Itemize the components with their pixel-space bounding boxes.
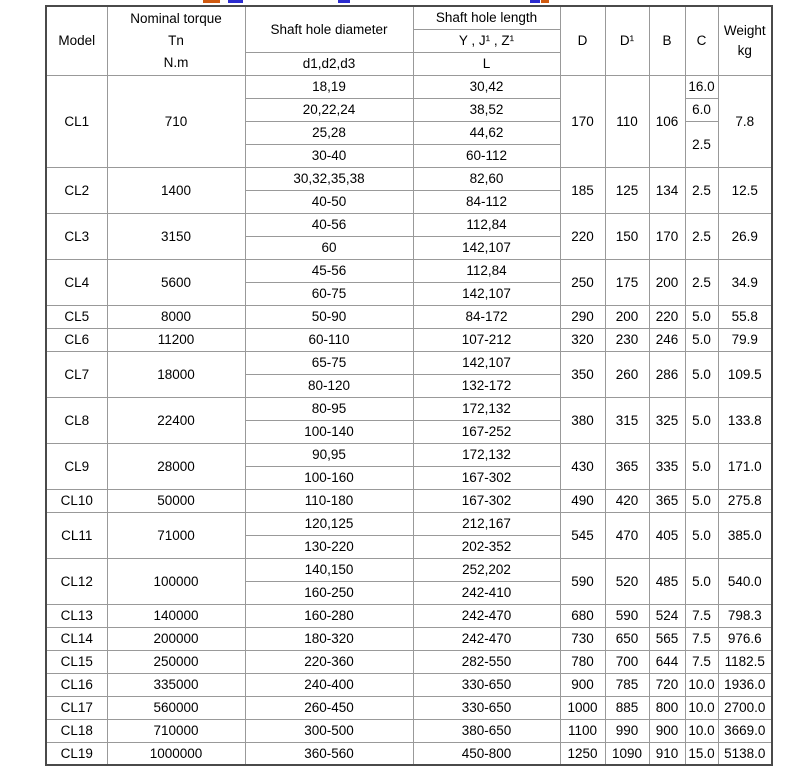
diameter-cell: 300-500	[245, 719, 413, 742]
diameter-cell: 360-560	[245, 742, 413, 765]
B-cell: 325	[649, 397, 685, 443]
D1-cell: 520	[605, 558, 649, 604]
torque-cell: 140000	[107, 604, 245, 627]
weight-cell: 26.9	[718, 213, 772, 259]
B-cell: 220	[649, 305, 685, 328]
table-row	[46, 397, 772, 420]
header-weight-line1: Weight	[723, 22, 766, 38]
D1-cell: 1090	[605, 742, 649, 765]
diameter-cell: 65-75	[245, 351, 413, 374]
D-cell: 290	[560, 305, 605, 328]
length-cell: 142,107	[413, 236, 560, 259]
C-cell: 2.5	[685, 213, 718, 259]
header-length-sub: Y , J¹ , Z¹	[413, 29, 560, 52]
torque-cell: 18000	[107, 351, 245, 397]
header-model: Model	[46, 6, 107, 75]
B-cell: 286	[649, 351, 685, 397]
B-cell: 565	[649, 627, 685, 650]
B-cell: 524	[649, 604, 685, 627]
C-cell: 2.5	[685, 167, 718, 213]
D-cell: 380	[560, 397, 605, 443]
D1-cell: 315	[605, 397, 649, 443]
table-row	[46, 489, 772, 512]
table-row	[46, 167, 772, 190]
diameter-cell: 100-140	[245, 420, 413, 443]
B-cell: 335	[649, 443, 685, 489]
D1-cell: 150	[605, 213, 649, 259]
D1-cell: 650	[605, 627, 649, 650]
length-cell: 112,84	[413, 213, 560, 236]
length-cell: 380-650	[413, 719, 560, 742]
diameter-cell: 260-450	[245, 696, 413, 719]
table-row	[46, 328, 772, 351]
weight-cell: 798.3	[718, 604, 772, 627]
D-cell: 250	[560, 259, 605, 305]
torque-cell: 200000	[107, 627, 245, 650]
diameter-cell: 140,150	[245, 558, 413, 581]
model-cell: CL13	[46, 604, 107, 627]
model-cell: CL17	[46, 696, 107, 719]
diameter-cell: 100-160	[245, 466, 413, 489]
model-cell: CL14	[46, 627, 107, 650]
B-cell: 246	[649, 328, 685, 351]
diameter-cell: 220-360	[245, 650, 413, 673]
D-cell: 490	[560, 489, 605, 512]
length-cell: 82,60	[413, 167, 560, 190]
table-row	[46, 259, 772, 282]
D-cell: 320	[560, 328, 605, 351]
header-B: B	[649, 6, 685, 75]
length-cell: 60-112	[413, 144, 560, 167]
torque-cell: 100000	[107, 558, 245, 604]
torque-cell: 1400	[107, 167, 245, 213]
length-cell: 450-800	[413, 742, 560, 765]
D1-cell: 260	[605, 351, 649, 397]
table-row	[46, 213, 772, 236]
torque-cell: 8000	[107, 305, 245, 328]
clipped-text-fragment	[228, 0, 243, 3]
table-row	[46, 742, 772, 765]
torque-cell: 335000	[107, 673, 245, 696]
diameter-cell: 60-75	[245, 282, 413, 305]
torque-cell: 1000000	[107, 742, 245, 765]
D-cell: 185	[560, 167, 605, 213]
torque-cell: 11200	[107, 328, 245, 351]
header-C: C	[685, 6, 718, 75]
length-cell: 167-252	[413, 420, 560, 443]
table-header-row	[46, 6, 772, 29]
torque-cell: 710000	[107, 719, 245, 742]
D-cell: 780	[560, 650, 605, 673]
length-cell: 44,62	[413, 121, 560, 144]
model-cell: CL2	[46, 167, 107, 213]
length-cell: 167-302	[413, 489, 560, 512]
header-torque-line1: Nominal torque	[130, 10, 222, 26]
C-cell: 5.0	[685, 443, 718, 489]
coupling-spec-table	[45, 5, 773, 766]
torque-cell: 5600	[107, 259, 245, 305]
C-cell: 16.0	[685, 75, 718, 98]
clipped-text-fragment	[541, 0, 549, 3]
B-cell: 170	[649, 213, 685, 259]
B-cell: 365	[649, 489, 685, 512]
weight-cell: 540.0	[718, 558, 772, 604]
header-length-sub2: L	[413, 52, 560, 75]
length-cell: 212,167	[413, 512, 560, 535]
length-cell: 242-410	[413, 581, 560, 604]
table-row	[46, 604, 772, 627]
D1-cell: 420	[605, 489, 649, 512]
weight-cell: 12.5	[718, 167, 772, 213]
B-cell: 800	[649, 696, 685, 719]
header-D1: D¹	[605, 6, 649, 75]
diameter-cell: 45-56	[245, 259, 413, 282]
header-torque	[107, 6, 245, 75]
B-cell: 485	[649, 558, 685, 604]
D-cell: 730	[560, 627, 605, 650]
length-cell: 132-172	[413, 374, 560, 397]
D-cell: 1000	[560, 696, 605, 719]
model-cell: CL7	[46, 351, 107, 397]
B-cell: 910	[649, 742, 685, 765]
C-cell: 6.0	[685, 98, 718, 121]
torque-cell: 560000	[107, 696, 245, 719]
D-cell: 170	[560, 75, 605, 167]
C-cell: 2.5	[685, 121, 718, 167]
length-cell: 330-650	[413, 673, 560, 696]
diameter-cell: 50-90	[245, 305, 413, 328]
C-cell: 10.0	[685, 673, 718, 696]
weight-cell: 133.8	[718, 397, 772, 443]
model-cell: CL15	[46, 650, 107, 673]
C-cell: 2.5	[685, 259, 718, 305]
D-cell: 900	[560, 673, 605, 696]
B-cell: 720	[649, 673, 685, 696]
B-cell: 106	[649, 75, 685, 167]
table-row	[46, 351, 772, 374]
weight-cell: 1936.0	[718, 673, 772, 696]
header-D: D	[560, 6, 605, 75]
length-cell: 142,107	[413, 351, 560, 374]
header-diameter-sub: d1,d2,d3	[245, 52, 413, 75]
weight-cell: 171.0	[718, 443, 772, 489]
model-cell: CL9	[46, 443, 107, 489]
header-length: Shaft hole length	[413, 6, 560, 29]
C-cell: 10.0	[685, 719, 718, 742]
model-cell: CL8	[46, 397, 107, 443]
D1-cell: 885	[605, 696, 649, 719]
length-cell: 252,202	[413, 558, 560, 581]
diameter-cell: 40-50	[245, 190, 413, 213]
table-row	[46, 650, 772, 673]
table-row	[46, 719, 772, 742]
diameter-cell: 60-110	[245, 328, 413, 351]
model-cell: CL5	[46, 305, 107, 328]
D1-cell: 110	[605, 75, 649, 167]
D1-cell: 700	[605, 650, 649, 673]
C-cell: 5.0	[685, 328, 718, 351]
weight-cell: 2700.0	[718, 696, 772, 719]
clipped-text-fragment	[203, 0, 220, 3]
length-cell: 330-650	[413, 696, 560, 719]
D1-cell: 175	[605, 259, 649, 305]
model-cell: CL18	[46, 719, 107, 742]
table-row	[46, 558, 772, 581]
table-row	[46, 305, 772, 328]
model-cell: CL11	[46, 512, 107, 558]
diameter-cell: 90,95	[245, 443, 413, 466]
diameter-cell: 40-56	[245, 213, 413, 236]
header-weight-line2: kg	[737, 42, 752, 58]
table-row	[46, 443, 772, 466]
length-cell: 84-112	[413, 190, 560, 213]
table-row	[46, 696, 772, 719]
diameter-cell: 130-220	[245, 535, 413, 558]
table-row	[46, 512, 772, 535]
D-cell: 590	[560, 558, 605, 604]
model-cell: CL12	[46, 558, 107, 604]
weight-cell: 1182.5	[718, 650, 772, 673]
weight-cell: 55.8	[718, 305, 772, 328]
header-torque-line3: N.m	[163, 54, 189, 70]
table-row	[46, 673, 772, 696]
length-cell: 172,132	[413, 443, 560, 466]
torque-cell: 710	[107, 75, 245, 167]
weight-cell: 275.8	[718, 489, 772, 512]
diameter-cell: 25,28	[245, 121, 413, 144]
torque-cell: 250000	[107, 650, 245, 673]
diameter-cell: 120,125	[245, 512, 413, 535]
model-cell: CL16	[46, 673, 107, 696]
length-cell: 242-470	[413, 604, 560, 627]
model-cell: CL6	[46, 328, 107, 351]
C-cell: 7.5	[685, 604, 718, 627]
weight-cell: 976.6	[718, 627, 772, 650]
D1-cell: 200	[605, 305, 649, 328]
D-cell: 1250	[560, 742, 605, 765]
length-cell: 84-172	[413, 305, 560, 328]
C-cell: 7.5	[685, 627, 718, 650]
length-cell: 172,132	[413, 397, 560, 420]
weight-cell: 3669.0	[718, 719, 772, 742]
C-cell: 5.0	[685, 489, 718, 512]
weight-cell: 5138.0	[718, 742, 772, 765]
model-cell: CL10	[46, 489, 107, 512]
D-cell: 680	[560, 604, 605, 627]
weight-cell: 7.8	[718, 75, 772, 167]
diameter-cell: 160-250	[245, 581, 413, 604]
D1-cell: 365	[605, 443, 649, 489]
model-cell: CL4	[46, 259, 107, 305]
torque-cell: 71000	[107, 512, 245, 558]
clipped-text-fragment	[530, 0, 540, 3]
torque-cell: 3150	[107, 213, 245, 259]
C-cell: 5.0	[685, 305, 718, 328]
C-cell: 5.0	[685, 397, 718, 443]
weight-cell: 385.0	[718, 512, 772, 558]
diameter-cell: 18,19	[245, 75, 413, 98]
D1-cell: 990	[605, 719, 649, 742]
C-cell: 5.0	[685, 512, 718, 558]
C-cell: 7.5	[685, 650, 718, 673]
diameter-cell: 160-280	[245, 604, 413, 627]
length-cell: 282-550	[413, 650, 560, 673]
D1-cell: 590	[605, 604, 649, 627]
header-weight	[718, 6, 772, 75]
clipped-text-fragment	[338, 0, 350, 3]
D-cell: 1100	[560, 719, 605, 742]
D1-cell: 785	[605, 673, 649, 696]
B-cell: 405	[649, 512, 685, 558]
D1-cell: 125	[605, 167, 649, 213]
header-torque-line2: Tn	[168, 32, 184, 48]
diameter-cell: 30,32,35,38	[245, 167, 413, 190]
diameter-cell: 80-95	[245, 397, 413, 420]
diameter-cell: 240-400	[245, 673, 413, 696]
B-cell: 134	[649, 167, 685, 213]
diameter-cell: 30-40	[245, 144, 413, 167]
diameter-cell: 80-120	[245, 374, 413, 397]
C-cell: 5.0	[685, 351, 718, 397]
length-cell: 202-352	[413, 535, 560, 558]
D1-cell: 470	[605, 512, 649, 558]
diameter-cell: 110-180	[245, 489, 413, 512]
C-cell: 5.0	[685, 558, 718, 604]
D1-cell: 230	[605, 328, 649, 351]
length-cell: 30,42	[413, 75, 560, 98]
model-cell: CL1	[46, 75, 107, 167]
diameter-cell: 20,22,24	[245, 98, 413, 121]
weight-cell: 79.9	[718, 328, 772, 351]
torque-cell: 22400	[107, 397, 245, 443]
length-cell: 142,107	[413, 282, 560, 305]
table-row	[46, 75, 772, 98]
D-cell: 220	[560, 213, 605, 259]
model-cell: CL3	[46, 213, 107, 259]
torque-cell: 28000	[107, 443, 245, 489]
D-cell: 350	[560, 351, 605, 397]
B-cell: 200	[649, 259, 685, 305]
weight-cell: 109.5	[718, 351, 772, 397]
weight-cell: 34.9	[718, 259, 772, 305]
C-cell: 10.0	[685, 696, 718, 719]
length-cell: 112,84	[413, 259, 560, 282]
torque-cell: 50000	[107, 489, 245, 512]
C-cell: 15.0	[685, 742, 718, 765]
B-cell: 644	[649, 650, 685, 673]
D-cell: 430	[560, 443, 605, 489]
diameter-cell: 180-320	[245, 627, 413, 650]
length-cell: 107-212	[413, 328, 560, 351]
B-cell: 900	[649, 719, 685, 742]
diameter-cell: 60	[245, 236, 413, 259]
header-diameter: Shaft hole diameter	[245, 6, 413, 52]
length-cell: 242-470	[413, 627, 560, 650]
length-cell: 167-302	[413, 466, 560, 489]
table-row	[46, 627, 772, 650]
D-cell: 545	[560, 512, 605, 558]
length-cell: 38,52	[413, 98, 560, 121]
model-cell: CL19	[46, 742, 107, 765]
